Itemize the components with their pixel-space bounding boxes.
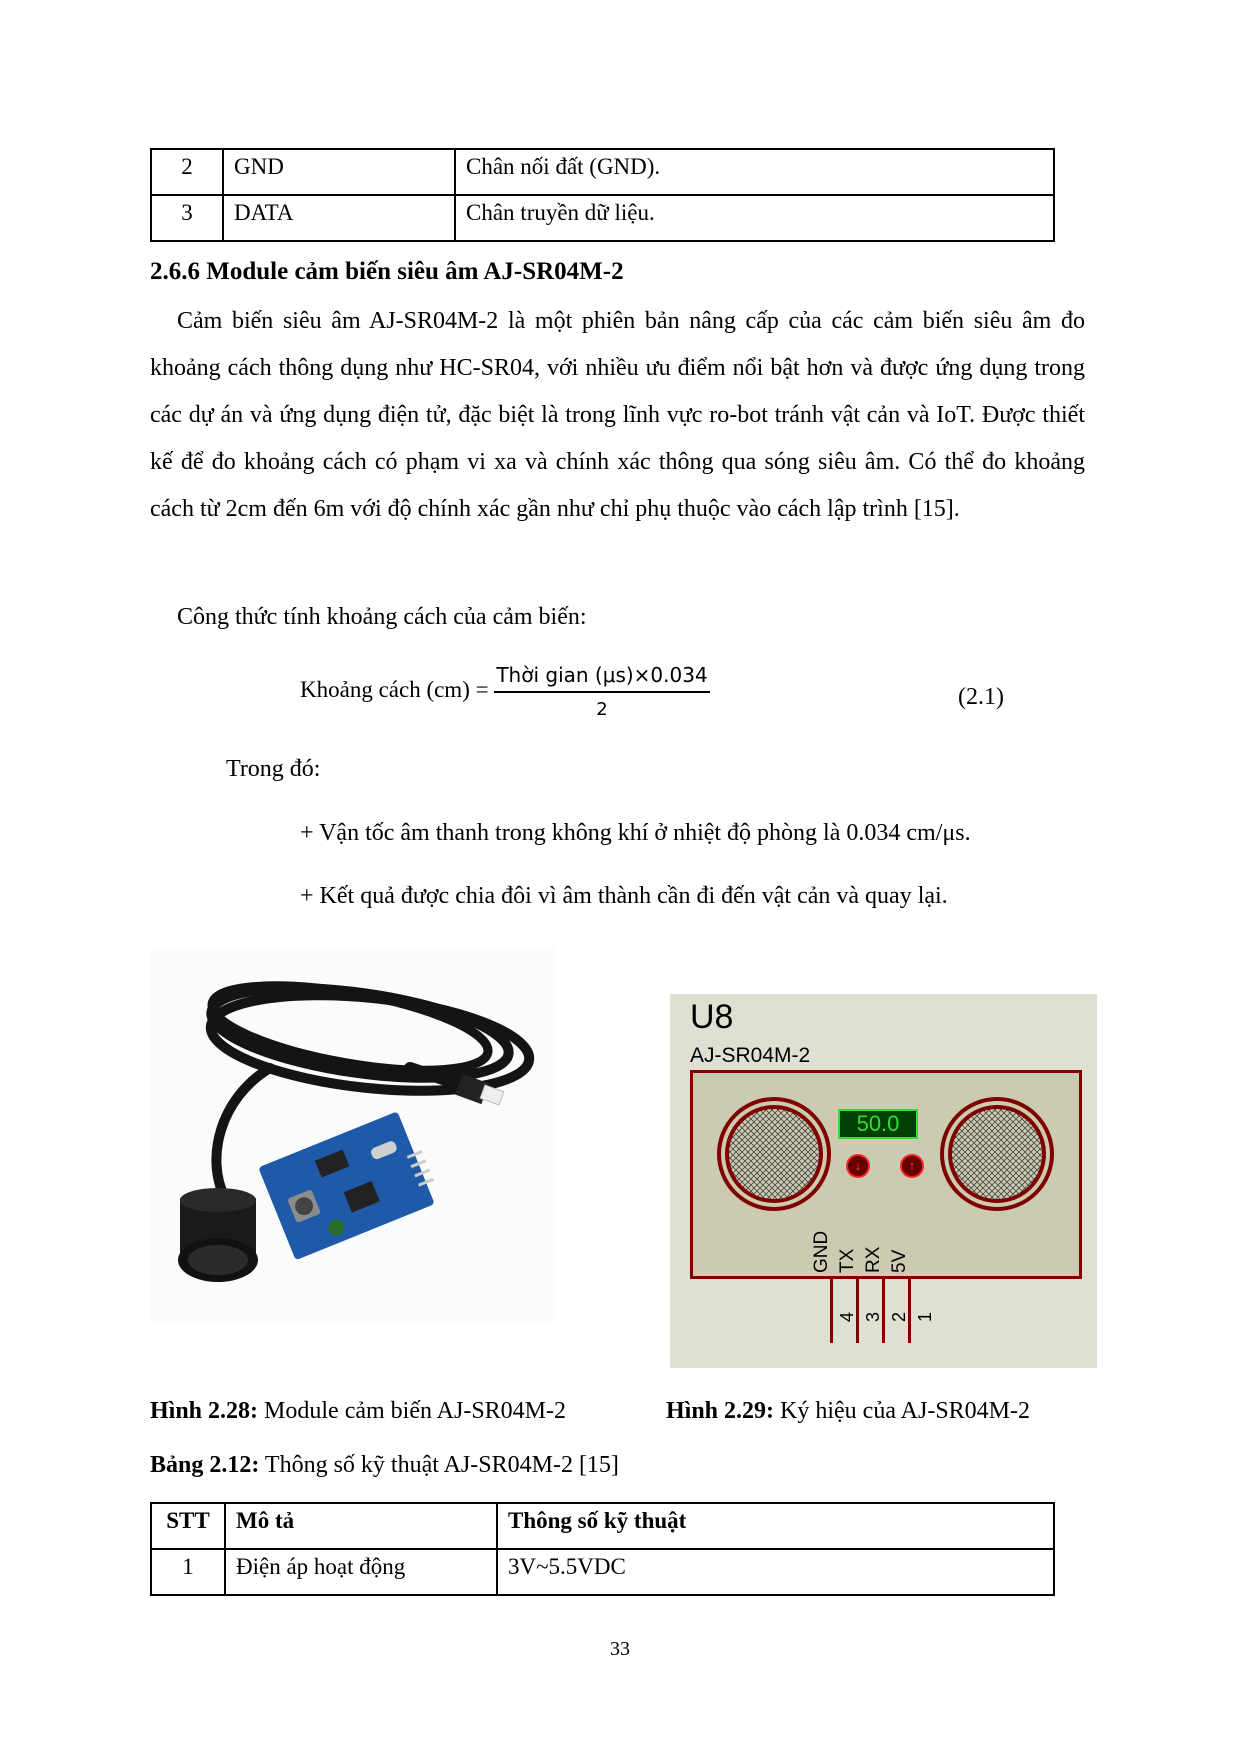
pin-description: Chân nối đất (GND). bbox=[455, 149, 1054, 195]
bullet-item: + Kết quả được chia đôi vì âm thành cần đi đến vật cản và quay lại. bbox=[300, 883, 948, 909]
distance-formula bbox=[300, 663, 710, 720]
pin-number-1: 1 bbox=[915, 1311, 935, 1322]
row-description: Điện áp hoạt động bbox=[225, 1549, 497, 1595]
caption-text: Module cảm biến AJ-SR04M-2 bbox=[258, 1398, 567, 1424]
distance-display: 50.0 bbox=[838, 1109, 918, 1139]
pin-label-tx: TX bbox=[837, 1248, 858, 1273]
pin-number-4: 4 bbox=[837, 1311, 857, 1322]
caption-label: Hình 2.29: bbox=[666, 1398, 775, 1424]
where-label: Trong đó: bbox=[226, 756, 321, 782]
table-row bbox=[151, 1549, 1054, 1595]
sensor-module-image bbox=[150, 948, 555, 1323]
component-ref: U8 bbox=[690, 998, 734, 1036]
table-caption-2-12 bbox=[150, 1452, 619, 1479]
pin-number-3: 3 bbox=[863, 1311, 883, 1322]
component-body bbox=[690, 1070, 1082, 1279]
header-stt: STT bbox=[151, 1503, 225, 1549]
pin-4 bbox=[830, 1279, 833, 1343]
figure-caption-2-28 bbox=[150, 1398, 566, 1425]
spec-table bbox=[150, 1502, 1055, 1596]
pin-label-5v: 5V bbox=[889, 1249, 910, 1273]
increase-button[interactable]: ↑ bbox=[900, 1154, 924, 1178]
formula-number: (2.1) bbox=[958, 684, 1004, 710]
page-number: 33 bbox=[610, 1638, 630, 1660]
table-row bbox=[151, 195, 1054, 241]
caption-text: Ký hiệu của AJ-SR04M-2 bbox=[774, 1398, 1031, 1424]
table-row bbox=[151, 149, 1054, 195]
schematic-symbol bbox=[670, 994, 1097, 1368]
pin-label-rx: RX bbox=[863, 1246, 884, 1273]
module-photo bbox=[150, 948, 555, 1323]
pin-description: Chân truyền dữ liệu. bbox=[455, 195, 1054, 241]
pin-table bbox=[150, 148, 1055, 242]
caption-label: Hình 2.28: bbox=[150, 1398, 259, 1424]
caption-text: Thông số kỹ thuật AJ-SR04M-2 [15] bbox=[259, 1452, 619, 1478]
table-header-row bbox=[151, 1503, 1054, 1549]
formula-denominator: 2 bbox=[596, 699, 608, 720]
intro-paragraph: Cảm biến siêu âm AJ-SR04M-2 là một phiên bản nâng cấp của các cảm biến siêu âm đo khoảng cách thông dụng như HC-SR04, với nhiều ưu điểm nổi bật hơn và được ứng dụng trong các dự án và ứng dụng điện tử, đặc biệt là trong lĩnh vực ro-bot tránh vật cản và IoT. Được thiết kế để đo khoảng cách có phạm vi xa và chính xác thông qua sóng siêu âm. Có thể đo khoảng cách từ 2cm đến 6m với độ chính xác gần như chỉ phụ thuộc vào cách lập trình [15]. bbox=[150, 308, 1085, 522]
receiver-transducer-icon bbox=[938, 1095, 1056, 1213]
formula-numerator: Thời gian (μs)×0.034 bbox=[494, 663, 709, 693]
pin-name: GND bbox=[223, 149, 455, 195]
header-spec: Thông số kỹ thuật bbox=[497, 1503, 1054, 1549]
formula-lhs: Khoảng cách (cm) = bbox=[300, 676, 489, 702]
transmitter-transducer-icon bbox=[715, 1095, 833, 1213]
pin-number-2: 2 bbox=[889, 1311, 909, 1322]
figure-caption-2-29 bbox=[666, 1398, 1030, 1425]
row-stt: 1 bbox=[151, 1549, 225, 1595]
pin-number: 2 bbox=[151, 149, 223, 195]
bullet-item: + Vận tốc âm thanh trong không khí ở nhiệt độ phòng là 0.034 cm/μs. bbox=[300, 820, 971, 846]
formula-fraction bbox=[494, 663, 709, 720]
caption-label: Bảng 2.12: bbox=[150, 1452, 260, 1478]
row-value: 3V~5.5VDC bbox=[497, 1549, 1054, 1595]
header-description: Mô tả bbox=[225, 1503, 497, 1549]
formula-intro: Công thức tính khoảng cách của cảm biến: bbox=[177, 604, 587, 630]
section-heading: 2.6.6 Module cảm biến siêu âm AJ-SR04M-2 bbox=[150, 258, 624, 285]
component-part: AJ-SR04M-2 bbox=[690, 1044, 811, 1067]
pin-label-gnd: GND bbox=[811, 1230, 832, 1273]
pin-labels bbox=[811, 1203, 921, 1273]
decrease-button[interactable]: ↓ bbox=[846, 1154, 870, 1178]
pin-number: 3 bbox=[151, 195, 223, 241]
pin-name: DATA bbox=[223, 195, 455, 241]
